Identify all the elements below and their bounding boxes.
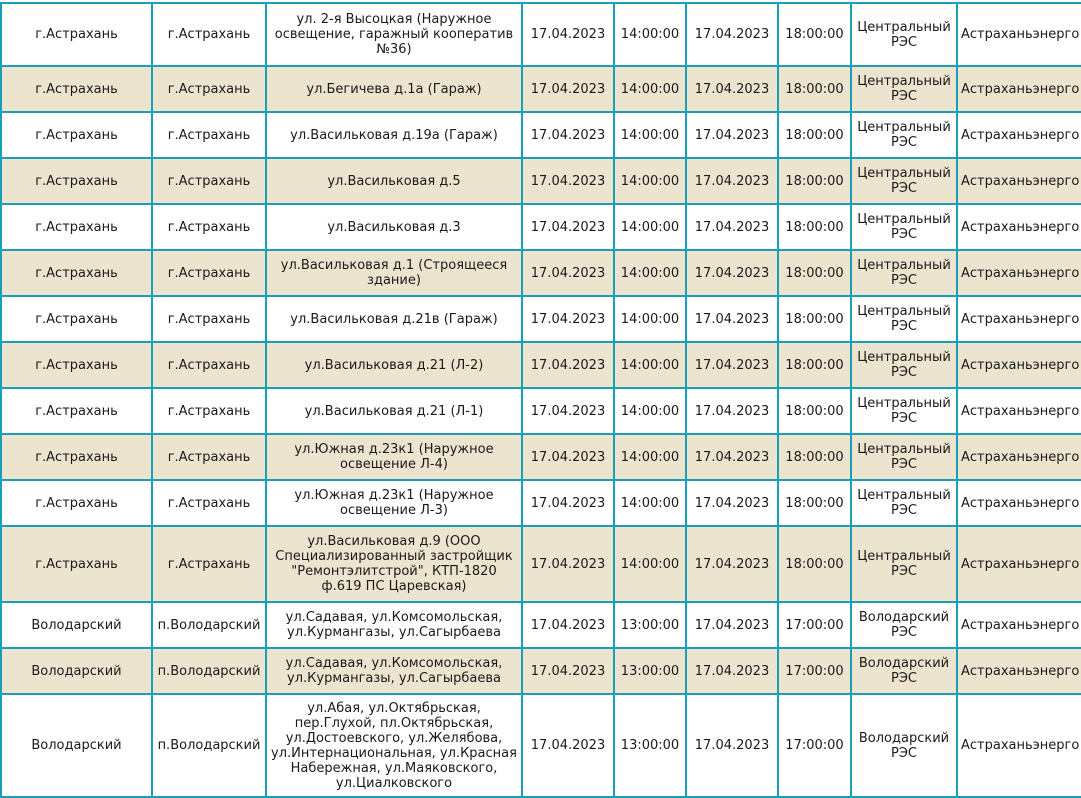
locality-cell: п.Володарский [152, 602, 266, 648]
locality-cell: г.Астрахань [152, 480, 266, 526]
start-time-cell: 14:00:00 [614, 526, 686, 602]
end-time-cell: 17:00:00 [778, 602, 851, 648]
end-time-cell: 17:00:00 [778, 694, 851, 797]
company-cell: Астраханьэнерго [957, 388, 1081, 434]
table-row [1, 694, 1081, 797]
end-date-cell: 17.04.2023 [686, 526, 778, 602]
company-cell: Астраханьэнерго [957, 66, 1081, 112]
address-cell: ул.Васильковая д.21 (Л-1) [266, 388, 522, 434]
district-cell: г.Астрахань [1, 480, 152, 526]
district-cell: г.Астрахань [1, 66, 152, 112]
table-row [1, 158, 1081, 204]
start-time-cell: 13:00:00 [614, 694, 686, 797]
start-time-cell: 13:00:00 [614, 648, 686, 694]
address-cell: ул.Южная д.23к1 (Наружное освещение Л-3) [266, 480, 522, 526]
company-cell: Астраханьэнерго [957, 480, 1081, 526]
start-time-cell: 14:00:00 [614, 204, 686, 250]
table-row [1, 526, 1081, 602]
end-date-cell: 17.04.2023 [686, 648, 778, 694]
start-time-cell: 14:00:00 [614, 434, 686, 480]
end-time-cell: 18:00:00 [778, 250, 851, 296]
address-cell: ул.Садавая, ул.Комсомольская, ул.Курмангазы, ул.Сагырбаева [266, 602, 522, 648]
locality-cell: г.Астрахань [152, 204, 266, 250]
table-row [1, 648, 1081, 694]
res-cell: Центральный РЭС [851, 112, 957, 158]
end-time-cell: 18:00:00 [778, 434, 851, 480]
end-date-cell: 17.04.2023 [686, 388, 778, 434]
table-row [1, 66, 1081, 112]
company-cell: Астраханьэнерго [957, 3, 1081, 66]
table-row [1, 204, 1081, 250]
end-date-cell: 17.04.2023 [686, 204, 778, 250]
start-date-cell: 17.04.2023 [522, 66, 614, 112]
locality-cell: п.Володарский [152, 648, 266, 694]
company-cell: Астраханьэнерго [957, 296, 1081, 342]
start-date-cell: 17.04.2023 [522, 250, 614, 296]
start-date-cell: 17.04.2023 [522, 648, 614, 694]
end-time-cell: 17:00:00 [778, 648, 851, 694]
end-time-cell: 18:00:00 [778, 342, 851, 388]
end-date-cell: 17.04.2023 [686, 602, 778, 648]
locality-cell: г.Астрахань [152, 112, 266, 158]
table-row [1, 480, 1081, 526]
table-row [1, 250, 1081, 296]
table-row [1, 388, 1081, 434]
district-cell: г.Астрахань [1, 3, 152, 66]
start-date-cell: 17.04.2023 [522, 694, 614, 797]
address-cell: ул.Васильковая д.21в (Гараж) [266, 296, 522, 342]
company-cell: Астраханьэнерго [957, 250, 1081, 296]
res-cell: Центральный РЭС [851, 388, 957, 434]
end-date-cell: 17.04.2023 [686, 694, 778, 797]
res-cell: Центральный РЭС [851, 204, 957, 250]
table-row [1, 602, 1081, 648]
start-time-cell: 14:00:00 [614, 112, 686, 158]
company-cell: Астраханьэнерго [957, 526, 1081, 602]
end-date-cell: 17.04.2023 [686, 250, 778, 296]
address-cell: ул.Абая, ул.Октябрьская, пер.Глухой, пл.Октябрьская, ул.Достоевского, ул.Желябова, ул.Интернациональная, ул.Красная Набережная, ул.Маяковского, ул.Циалковского [266, 694, 522, 797]
district-cell: Володарский [1, 648, 152, 694]
address-cell: ул.Васильковая д.3 [266, 204, 522, 250]
locality-cell: г.Астрахань [152, 434, 266, 480]
start-time-cell: 14:00:00 [614, 158, 686, 204]
end-time-cell: 18:00:00 [778, 204, 851, 250]
district-cell: г.Астрахань [1, 158, 152, 204]
start-time-cell: 14:00:00 [614, 342, 686, 388]
end-date-cell: 17.04.2023 [686, 480, 778, 526]
address-cell: ул. 2-я Высоцкая (Наружное освещение, гаражный кооператив №36) [266, 3, 522, 66]
end-time-cell: 18:00:00 [778, 480, 851, 526]
res-cell: Центральный РЭС [851, 296, 957, 342]
company-cell: Астраханьэнерго [957, 694, 1081, 797]
start-date-cell: 17.04.2023 [522, 3, 614, 66]
end-time-cell: 18:00:00 [778, 112, 851, 158]
address-cell: ул.Васильковая д.5 [266, 158, 522, 204]
start-time-cell: 14:00:00 [614, 480, 686, 526]
end-date-cell: 17.04.2023 [686, 342, 778, 388]
start-date-cell: 17.04.2023 [522, 112, 614, 158]
address-cell: ул.Васильковая д.21 (Л-2) [266, 342, 522, 388]
address-cell: ул.Васильковая д.19а (Гараж) [266, 112, 522, 158]
res-cell: Центральный РЭС [851, 526, 957, 602]
res-cell: Володарский РЭС [851, 694, 957, 797]
company-cell: Астраханьэнерго [957, 602, 1081, 648]
company-cell: Астраханьэнерго [957, 158, 1081, 204]
table-row [1, 434, 1081, 480]
end-date-cell: 17.04.2023 [686, 112, 778, 158]
company-cell: Астраханьэнерго [957, 112, 1081, 158]
locality-cell: г.Астрахань [152, 66, 266, 112]
district-cell: Володарский [1, 694, 152, 797]
res-cell: Володарский РЭС [851, 648, 957, 694]
res-cell: Центральный РЭС [851, 342, 957, 388]
locality-cell: г.Астрахань [152, 3, 266, 66]
start-date-cell: 17.04.2023 [522, 480, 614, 526]
address-cell: ул.Южная д.23к1 (Наружное освещение Л-4) [266, 434, 522, 480]
locality-cell: г.Астрахань [152, 342, 266, 388]
res-cell: Центральный РЭС [851, 158, 957, 204]
address-cell: ул.Васильковая д.1 (Строящееся здание) [266, 250, 522, 296]
company-cell: Астраханьэнерго [957, 648, 1081, 694]
start-date-cell: 17.04.2023 [522, 296, 614, 342]
end-time-cell: 18:00:00 [778, 526, 851, 602]
address-cell: ул.Садавая, ул.Комсомольская, ул.Курмангазы, ул.Сагырбаева [266, 648, 522, 694]
district-cell: г.Астрахань [1, 250, 152, 296]
address-cell: ул.Васильковая д.9 (ООО Специализированный застройщик "Ремонтэлитстрой", КТП-1820 ф.619 ПС Царевская) [266, 526, 522, 602]
district-cell: г.Астрахань [1, 526, 152, 602]
table-row [1, 342, 1081, 388]
company-cell: Астраханьэнерго [957, 204, 1081, 250]
district-cell: г.Астрахань [1, 434, 152, 480]
end-time-cell: 18:00:00 [778, 3, 851, 66]
company-cell: Астраханьэнерго [957, 434, 1081, 480]
table-row [1, 112, 1081, 158]
start-time-cell: 14:00:00 [614, 66, 686, 112]
start-time-cell: 14:00:00 [614, 3, 686, 66]
end-time-cell: 18:00:00 [778, 158, 851, 204]
res-cell: Центральный РЭС [851, 434, 957, 480]
res-cell: Центральный РЭС [851, 250, 957, 296]
start-date-cell: 17.04.2023 [522, 342, 614, 388]
district-cell: г.Астрахань [1, 388, 152, 434]
table-row [1, 296, 1081, 342]
res-cell: Володарский РЭС [851, 602, 957, 648]
end-time-cell: 18:00:00 [778, 66, 851, 112]
res-cell: Центральный РЭС [851, 480, 957, 526]
start-date-cell: 17.04.2023 [522, 526, 614, 602]
start-date-cell: 17.04.2023 [522, 388, 614, 434]
res-cell: Центральный РЭС [851, 66, 957, 112]
start-time-cell: 13:00:00 [614, 602, 686, 648]
locality-cell: г.Астрахань [152, 526, 266, 602]
locality-cell: г.Астрахань [152, 158, 266, 204]
start-date-cell: 17.04.2023 [522, 434, 614, 480]
company-cell: Астраханьэнерго [957, 342, 1081, 388]
end-date-cell: 17.04.2023 [686, 434, 778, 480]
start-time-cell: 14:00:00 [614, 296, 686, 342]
district-cell: Володарский [1, 602, 152, 648]
end-date-cell: 17.04.2023 [686, 3, 778, 66]
end-time-cell: 18:00:00 [778, 388, 851, 434]
locality-cell: г.Астрахань [152, 388, 266, 434]
locality-cell: п.Володарский [152, 694, 266, 797]
district-cell: г.Астрахань [1, 342, 152, 388]
start-time-cell: 14:00:00 [614, 388, 686, 434]
district-cell: г.Астрахань [1, 296, 152, 342]
end-date-cell: 17.04.2023 [686, 158, 778, 204]
end-time-cell: 18:00:00 [778, 296, 851, 342]
end-date-cell: 17.04.2023 [686, 296, 778, 342]
locality-cell: г.Астрахань [152, 250, 266, 296]
district-cell: г.Астрахань [1, 204, 152, 250]
res-cell: Центральный РЭС [851, 3, 957, 66]
start-date-cell: 17.04.2023 [522, 204, 614, 250]
end-date-cell: 17.04.2023 [686, 66, 778, 112]
district-cell: г.Астрахань [1, 112, 152, 158]
table-row [1, 3, 1081, 66]
start-time-cell: 14:00:00 [614, 250, 686, 296]
outage-table [0, 2, 1081, 798]
start-date-cell: 17.04.2023 [522, 602, 614, 648]
locality-cell: г.Астрахань [152, 296, 266, 342]
address-cell: ул.Бегичева д.1а (Гараж) [266, 66, 522, 112]
start-date-cell: 17.04.2023 [522, 158, 614, 204]
